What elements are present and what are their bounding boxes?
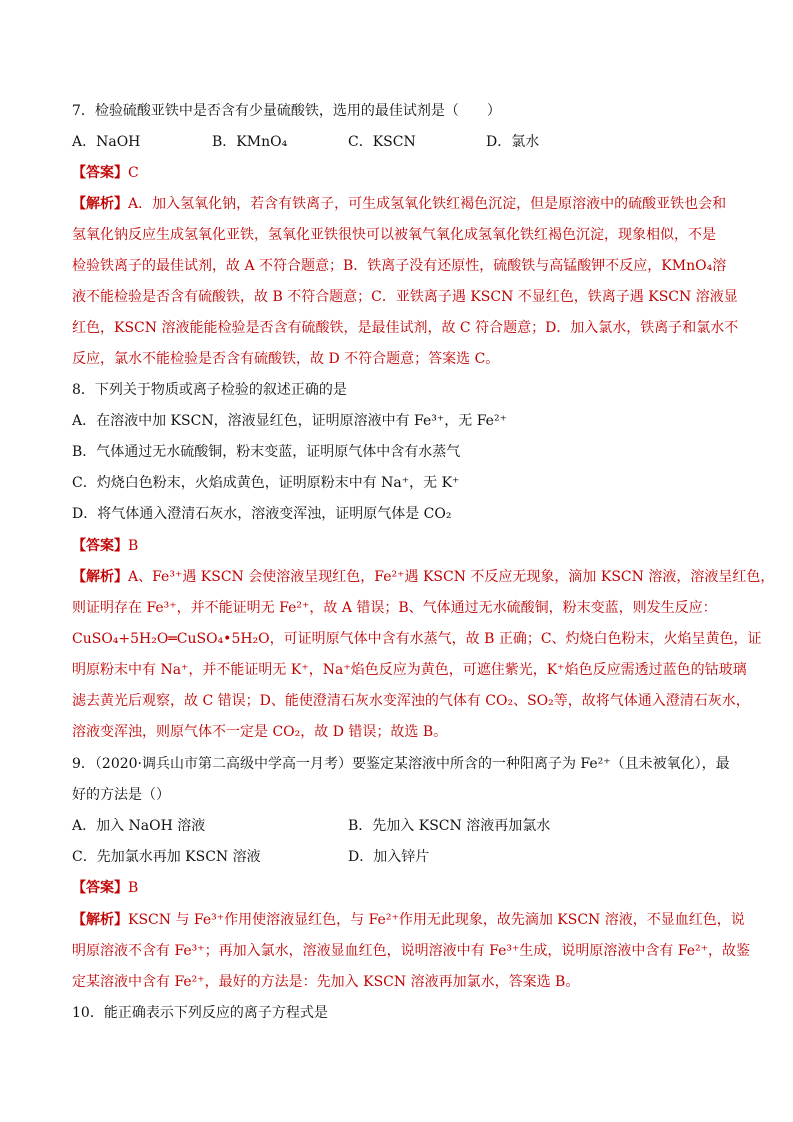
q8-option-c: C．灼烧白色粉末，火焰成黄色，证明原粉末中有 Na⁺，无 K⁺ — [72, 475, 460, 491]
q8-analysis-line: 滤去黄光后观察，故 C 错误；D、能使澄清石灰水变浑浊的气体有 CO₂、SO₂等，故将气体通入澄清石灰水， — [72, 693, 750, 709]
q10-stem: 10．能正确表示下列反应的离子方程式是 — [72, 1005, 328, 1021]
q9-option-d: D．加入锌片 — [348, 849, 430, 865]
q7-option-b: B．KMnO₄ — [212, 134, 288, 150]
q7-stem: 7．检验硫酸亚铁中是否含有少量硫酸铁，选用的最佳试剂是（ ） — [72, 103, 501, 119]
q8-analysis-line: CuSO₄+5H₂O═CuSO₄•5H₂O，可证明原气体中含有水蒸气，故 B 正确；C、灼烧白色粉末，火焰呈黄色，证 — [72, 631, 762, 647]
q9-option-c: C．先加氯水再加 KSCN 溶液 — [72, 849, 261, 865]
q9-answer — [72, 878, 138, 898]
q7-analysis-line: 反应，氯水不能检验是否含有硫酸铁，故 D 不符合题意；答案选 C。 — [72, 351, 500, 367]
q7-analysis-line: 红色，KSCN 溶液能能检验是否含有硫酸铁，是最佳试剂，故 C 符合题意；D．加入氯水，铁离子和氯水不 — [72, 320, 739, 336]
q7-option-c: C．KSCN — [348, 134, 416, 150]
answer-tag: 【答案】 — [72, 165, 128, 181]
q7-analysis-line: 液不能检验是否含有硫酸铁，故 B 不符合题意；C．亚铁离子遇 KSCN 不显红色，铁离子遇 KSCN 溶液显 — [72, 289, 738, 305]
q7-analysis-line — [72, 194, 726, 214]
analysis-text: A．加入氢氧化钠，若含有铁离子，可生成氢氧化铁红褐色沉淀，但是原溶液中的硫酸亚铁也会和 — [128, 196, 727, 212]
analysis-text: A、Fe³⁺遇 KSCN 会使溶液呈现红色，Fe²⁺遇 KSCN 不反应无现象，滴加 KSCN 溶液，溶液呈红色， — [128, 569, 775, 585]
analysis-tag: 【解析】 — [72, 912, 128, 928]
q7-option-d: D．氯水 — [486, 134, 540, 150]
q8-analysis-line: 溶液变浑浊，则原气体不一定是 CO₂，故 D 错误；故选 B。 — [72, 724, 448, 740]
q9-option-a: A．加入 NaOH 溶液 — [72, 818, 206, 834]
answer-value: C — [128, 165, 139, 181]
answer-tag: 【答案】 — [72, 538, 128, 554]
q9-analysis-line: 明原溶液不含有 Fe³⁺；再加入氯水，溶液显血红色，说明溶液中有 Fe³⁺生成，说明原溶液中含有 Fe²⁺，故鉴 — [72, 943, 751, 959]
answer-value: B — [128, 538, 139, 554]
q9-analysis-line — [72, 910, 745, 930]
q8-analysis-line: 则证明存在 Fe³⁺，并不能证明无 Fe²⁺，故 A 错误；B、气体通过无水硫酸铜，粉末变蓝，则发生反应： — [72, 600, 717, 616]
q8-option-b: B．气体通过无水硫酸铜，粉末变蓝，证明原气体中含有水蒸气 — [72, 444, 461, 460]
q9-option-b: B．先加入 KSCN 溶液再加氯水 — [348, 818, 551, 834]
q8-option-a: A．在溶液中加 KSCN，溶液显红色，证明原溶液中有 Fe³⁺，无 Fe²⁺ — [72, 413, 507, 429]
analysis-tag: 【解析】 — [72, 196, 128, 212]
answer-value: B — [128, 880, 139, 896]
analysis-tag: 【解析】 — [72, 569, 128, 585]
q8-analysis-line: 明原粉末中有 Na⁺，并不能证明无 K⁺，Na⁺焰色反应为黄色，可遮住紫光，K⁺焰色反应需透过蓝色的钴玻璃 — [72, 662, 747, 678]
q8-analysis-line — [72, 567, 774, 587]
q8-option-d: D．将气体通入澄清石灰水，溶液变浑浊，证明原气体是 CO₂ — [72, 506, 452, 522]
q7-answer — [72, 163, 139, 183]
q9-stem: 好的方法是（） — [72, 787, 170, 803]
q7-analysis-line: 检验铁离子的最佳试剂，故 A 不符合题意；B．铁离子没有还原性，硫酸铁与高锰酸钾不反应，KMnO₄溶 — [72, 258, 727, 274]
q9-analysis-line: 定某溶液中含有 Fe²⁺，最好的方法是：先加入 KSCN 溶液再加氯水，答案选 B。 — [72, 974, 580, 990]
answer-tag: 【答案】 — [72, 880, 128, 896]
q7-analysis-line: 氢氧化钠反应生成氢氧化亚铁，氢氧化亚铁很快可以被氧气氧化成氢氧化铁红褐色沉淀，现象相似，不是 — [72, 227, 716, 243]
analysis-text: KSCN 与 Fe³⁺作用使溶液显红色，与 Fe²⁺作用无此现象，故先滴加 KSCN 溶液，不显血红色，说 — [128, 912, 745, 928]
q8-answer — [72, 536, 138, 556]
q8-stem: 8．下列关于物质或离子检验的叙述正确的是 — [72, 382, 347, 398]
q9-stem: 9．（2020·调兵山市第二高级中学高一月考）要鉴定某溶液中所含的一种阳离子为 Fe²⁺（且未被氧化），最 — [72, 756, 730, 772]
q7-option-a: A．NaOH — [72, 134, 141, 150]
